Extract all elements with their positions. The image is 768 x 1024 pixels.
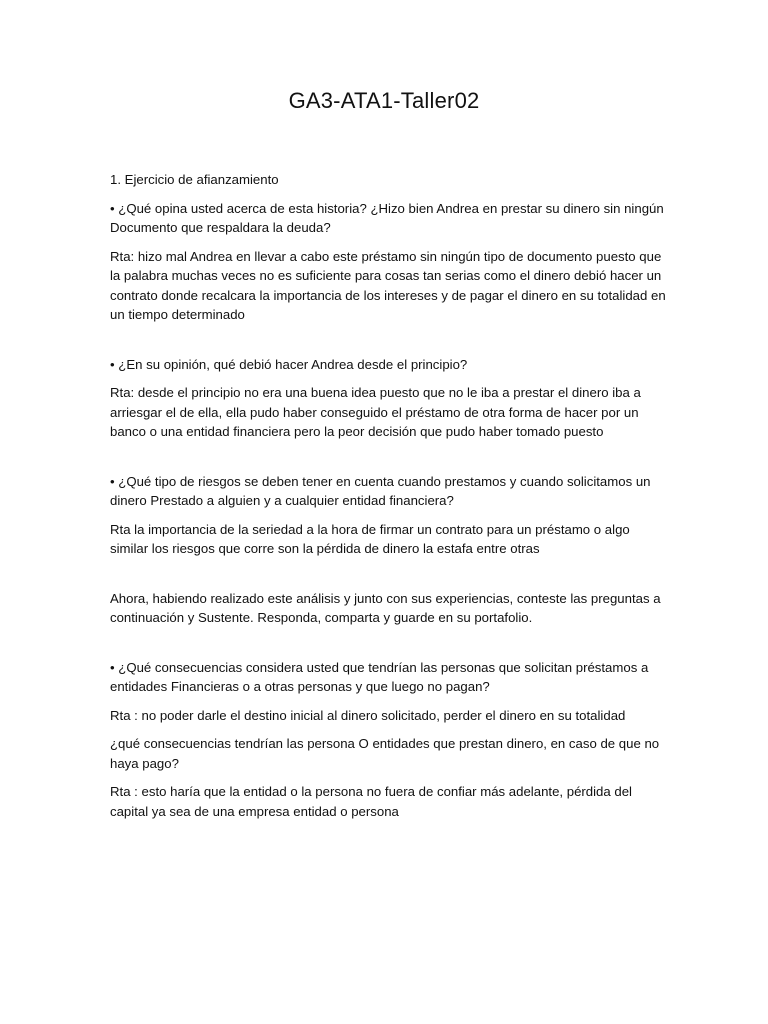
document-body xyxy=(110,170,670,821)
answer-2: Rta: desde el principio no era una buena idea puesto que no le iba a prestar el dinero iba a arriesgar el de ella, ella pudo haber conseguido el préstamo de otra forma de hacer por un banco o una entidad financiera pero la peor decisión que pudo haber tomado puesto xyxy=(110,385,641,439)
answer-5: Rta : esto haría que la entidad o la persona no fuera de confiar más adelante, pérdida del capital ya sea de una empresa entidad o persona xyxy=(110,784,632,819)
question-5: ¿qué consecuencias tendrían las persona O entidades que prestan dinero, en caso de que no haya pago? xyxy=(110,736,660,771)
answer-3: Rta la importancia de la seriedad a la hora de firmar un contrato para un préstamo o algo similar los riesgos que corre son la pérdida de dinero la estafa entre otras xyxy=(110,521,630,556)
question-2: • ¿En su opinión, qué debió hacer Andrea desde el principio? xyxy=(110,356,468,372)
answer-1: Rta: hizo mal Andrea en llevar a cabo este préstamo sin ningún tipo de documento puesto que la palabra muchas veces no es suficiente para cosas tan serias como el dinero debió hacer un contrato donde recalcara la importancia de los intereses y de pagar el dinero en su totalidad en un tiempo determinado xyxy=(110,248,666,322)
answer-4: Rta : no poder darle el destino inicial al dinero solicitado, perder el dinero en su totalidad xyxy=(110,707,626,723)
question-4: • ¿Qué consecuencias considera usted que tendrían las personas que solicitan préstamos a entidades Financieras o a otras personas y que luego no pagan? xyxy=(110,659,649,694)
question-3: • ¿Qué tipo de riesgos se deben tener en cuenta cuando prestamos y cuando solicitamos un dinero Prestado a alguien y a cualquier entidad financiera? xyxy=(110,473,651,508)
instructions-paragraph: Ahora, habiendo realizado este análisis y junto con sus experiencias, conteste las preguntas a continuación y Sustente. Responda, comparta y guarde en su portafolio. xyxy=(110,590,661,625)
document-title: GA3-ATA1-Taller02 xyxy=(288,88,480,113)
section-heading: 1. Ejercicio de afianzamiento xyxy=(110,172,279,187)
question-1: • ¿Qué opina usted acerca de esta historia? ¿Hizo bien Andrea en prestar su dinero sin ningún Documento que respaldara la deuda? xyxy=(110,200,664,235)
